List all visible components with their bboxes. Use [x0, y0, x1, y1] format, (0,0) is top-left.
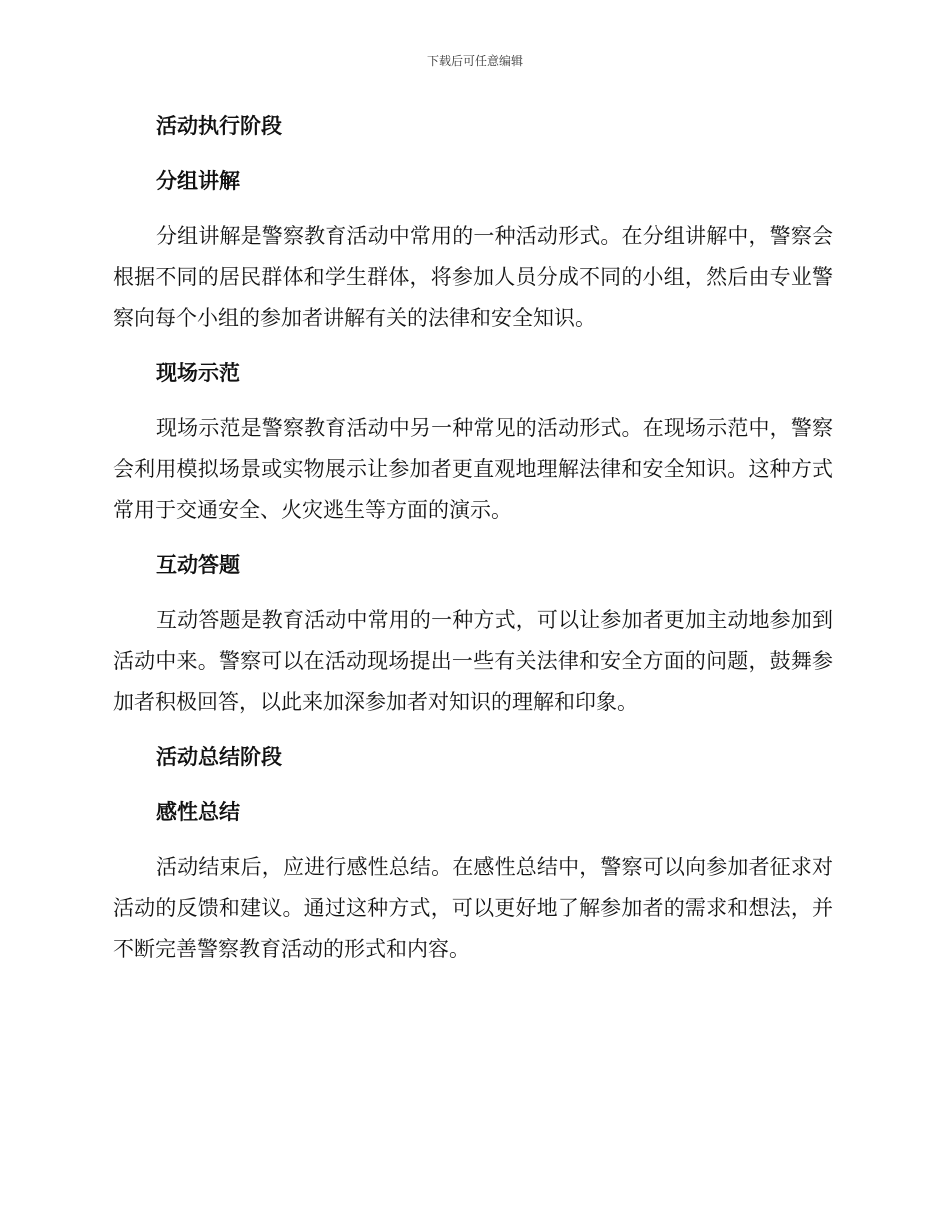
paragraph-perceptual-summary: 活动结束后，应进行感性总结。在感性总结中，警察可以向参加者征求对活动的反馈和建议。通过这种方式，可以更好地了解参加者的需求和想法，并不断完善警察教育活动的形式和内容。 — [113, 855, 833, 961]
section-heading-summary: 活动总结阶段 — [156, 745, 282, 769]
subsection-heading-group-explanation: 分组讲解 — [156, 169, 240, 193]
subsection-heading-live-demo: 现场示范 — [156, 361, 240, 385]
document-body — [113, 106, 833, 970]
paragraph-group-explanation: 分组讲解是警察教育活动中常用的一种活动形式。在分组讲解中，警察会根据不同的居民群体和学生群体，将参加人员分成不同的小组，然后由专业警察向每个小组的参加者讲解有关的法律和安全知识。 — [113, 224, 833, 330]
section-heading-execution: 活动执行阶段 — [156, 114, 282, 138]
header-note: 下载后可任意编辑 — [426, 54, 523, 68]
paragraph-interactive-quiz: 互动答题是教育活动中常用的一种方式，可以让参加者更加主动地参加到活动中来。警察可以在活动现场提出一些有关法律和安全方面的问题，鼓舞参加者积极回答，以此来加深参加者对知识的理解和印象。 — [113, 608, 833, 714]
subsection-heading-interactive-quiz: 互动答题 — [156, 553, 240, 577]
paragraph-live-demo: 现场示范是警察教育活动中另一种常见的活动形式。在现场示范中，警察会利用模拟场景或实物展示让参加者更直观地理解法律和安全知识。这种方式常用于交通安全、火灾逃生等方面的演示。 — [113, 416, 833, 522]
subsection-heading-perceptual-summary: 感性总结 — [156, 800, 240, 824]
